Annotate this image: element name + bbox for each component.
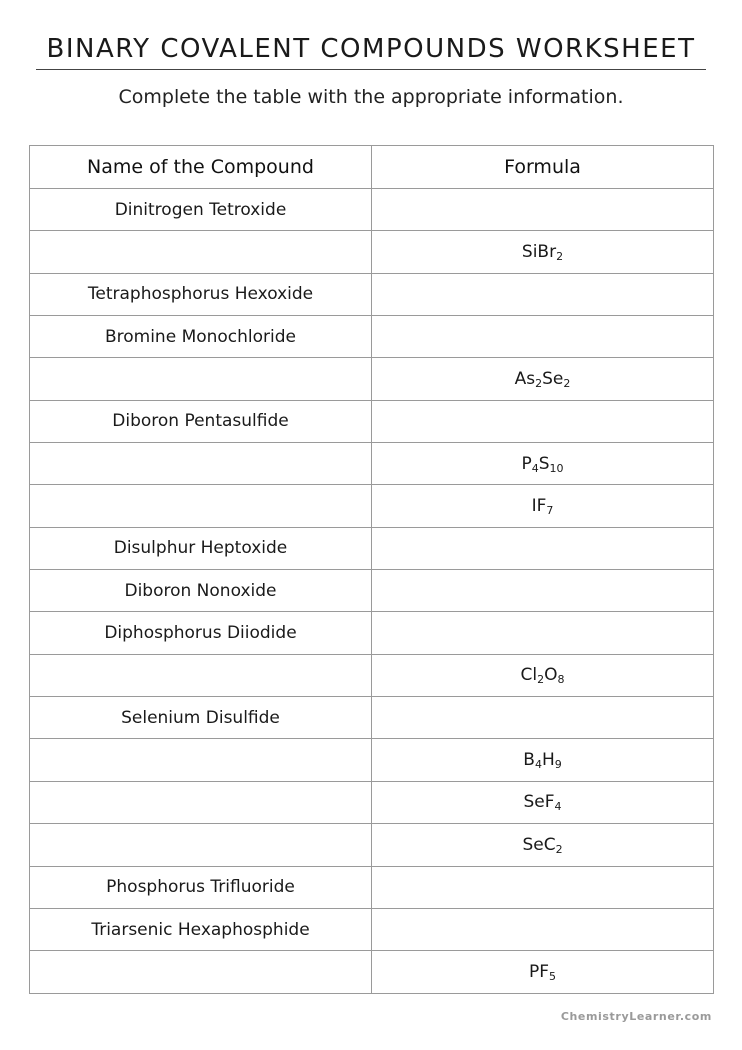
compound-name-cell[interactable]	[30, 358, 372, 400]
element-symbol: H	[541, 750, 555, 771]
compound-name-cell[interactable]	[30, 824, 372, 866]
formula-cell[interactable]	[372, 697, 714, 739]
header-formula: Formula	[372, 146, 714, 189]
compounds-table	[29, 145, 714, 994]
table-row	[30, 781, 714, 823]
table-row	[30, 527, 714, 569]
compound-name-cell: Bromine Monochloride	[30, 316, 372, 358]
table-row	[30, 316, 714, 358]
table-row	[30, 443, 714, 485]
compound-name-cell: Diphosphorus Diiodide	[30, 612, 372, 654]
header-compound-name: Name of the Compound	[30, 146, 372, 189]
formula-cell	[372, 824, 714, 866]
formula-cell[interactable]	[372, 570, 714, 612]
table-row	[30, 612, 714, 654]
compound-name-cell[interactable]	[30, 951, 372, 993]
subscript-count: 2	[537, 673, 545, 687]
element-symbol: Cl	[520, 665, 538, 686]
formula-cell[interactable]	[372, 400, 714, 442]
element-symbol: SeF	[523, 792, 555, 813]
compound-name-cell: Diboron Pentasulfide	[30, 400, 372, 442]
worksheet-instructions: Complete the table with the appropriate information.	[118, 86, 624, 108]
formula-cell	[372, 358, 714, 400]
table-row	[30, 739, 714, 781]
table-row	[30, 908, 714, 950]
compound-name-cell: Selenium Disulfide	[30, 697, 372, 739]
element-symbol: P	[521, 453, 532, 474]
table-row	[30, 485, 714, 527]
formula-cell[interactable]	[372, 908, 714, 950]
table-row	[30, 654, 714, 696]
element-symbol: B	[523, 750, 535, 771]
compound-name-cell[interactable]	[30, 654, 372, 696]
table-row	[30, 189, 714, 231]
subscript-count: 4	[534, 758, 542, 772]
table-row	[30, 358, 714, 400]
formula-cell[interactable]	[372, 273, 714, 315]
subscript-count: 4	[531, 461, 539, 475]
table-row	[30, 697, 714, 739]
subscript-count: 4	[554, 800, 562, 814]
element-symbol: As	[514, 369, 536, 390]
formula-cell[interactable]	[372, 612, 714, 654]
formula-cell[interactable]	[372, 527, 714, 569]
compound-name-cell[interactable]	[30, 739, 372, 781]
compound-name-cell: Triarsenic Hexaphosphide	[30, 908, 372, 950]
compound-name-cell: Phosphorus Trifluoride	[30, 866, 372, 908]
formula-cell	[372, 951, 714, 993]
table-row	[30, 400, 714, 442]
formula-cell[interactable]	[372, 189, 714, 231]
formula-cell[interactable]	[372, 316, 714, 358]
subscript-count: 2	[556, 250, 564, 264]
compound-name-cell[interactable]	[30, 485, 372, 527]
element-symbol: Se	[542, 369, 564, 390]
element-symbol: S	[538, 453, 550, 474]
compound-name-cell[interactable]	[30, 443, 372, 485]
table-body	[30, 189, 714, 994]
table-row	[30, 824, 714, 866]
compound-name-cell: Dinitrogen Tetroxide	[30, 189, 372, 231]
table-row	[30, 951, 714, 993]
formula-cell	[372, 443, 714, 485]
formula-cell	[372, 485, 714, 527]
formula-cell	[372, 231, 714, 273]
element-symbol: PF	[528, 961, 550, 982]
compound-name-cell[interactable]	[30, 231, 372, 273]
compound-name-cell[interactable]	[30, 781, 372, 823]
table-row	[30, 273, 714, 315]
formula-cell	[372, 781, 714, 823]
compound-name-cell: Diboron Nonoxide	[30, 570, 372, 612]
subscript-count: 8	[557, 673, 565, 687]
table-header-row	[30, 146, 714, 189]
formula-cell	[372, 654, 714, 696]
table-row	[30, 866, 714, 908]
table-row	[30, 570, 714, 612]
element-symbol: Br	[537, 242, 557, 263]
element-symbol: O	[544, 665, 558, 686]
compound-name-cell: Tetraphosphorus Hexoxide	[30, 273, 372, 315]
subscript-count: 7	[546, 504, 554, 518]
element-symbol: Si	[521, 242, 538, 263]
subscript-count: 2	[555, 842, 563, 856]
formula-cell[interactable]	[372, 866, 714, 908]
subscript-count: 9	[554, 758, 562, 772]
site-watermark: ChemistryLearner.com	[560, 1010, 712, 1023]
element-symbol: SeC	[522, 834, 556, 855]
compound-name-cell: Disulphur Heptoxide	[30, 527, 372, 569]
subscript-count: 10	[549, 461, 564, 475]
subscript-count: 2	[535, 377, 543, 391]
worksheet-title: BINARY COVALENT COMPOUNDS WORKSHEET	[46, 34, 696, 64]
element-symbol: IF	[531, 496, 547, 517]
title-underline	[36, 69, 706, 70]
table-row	[30, 231, 714, 273]
subscript-count: 5	[549, 969, 557, 983]
subscript-count: 2	[563, 377, 571, 391]
formula-cell	[372, 739, 714, 781]
